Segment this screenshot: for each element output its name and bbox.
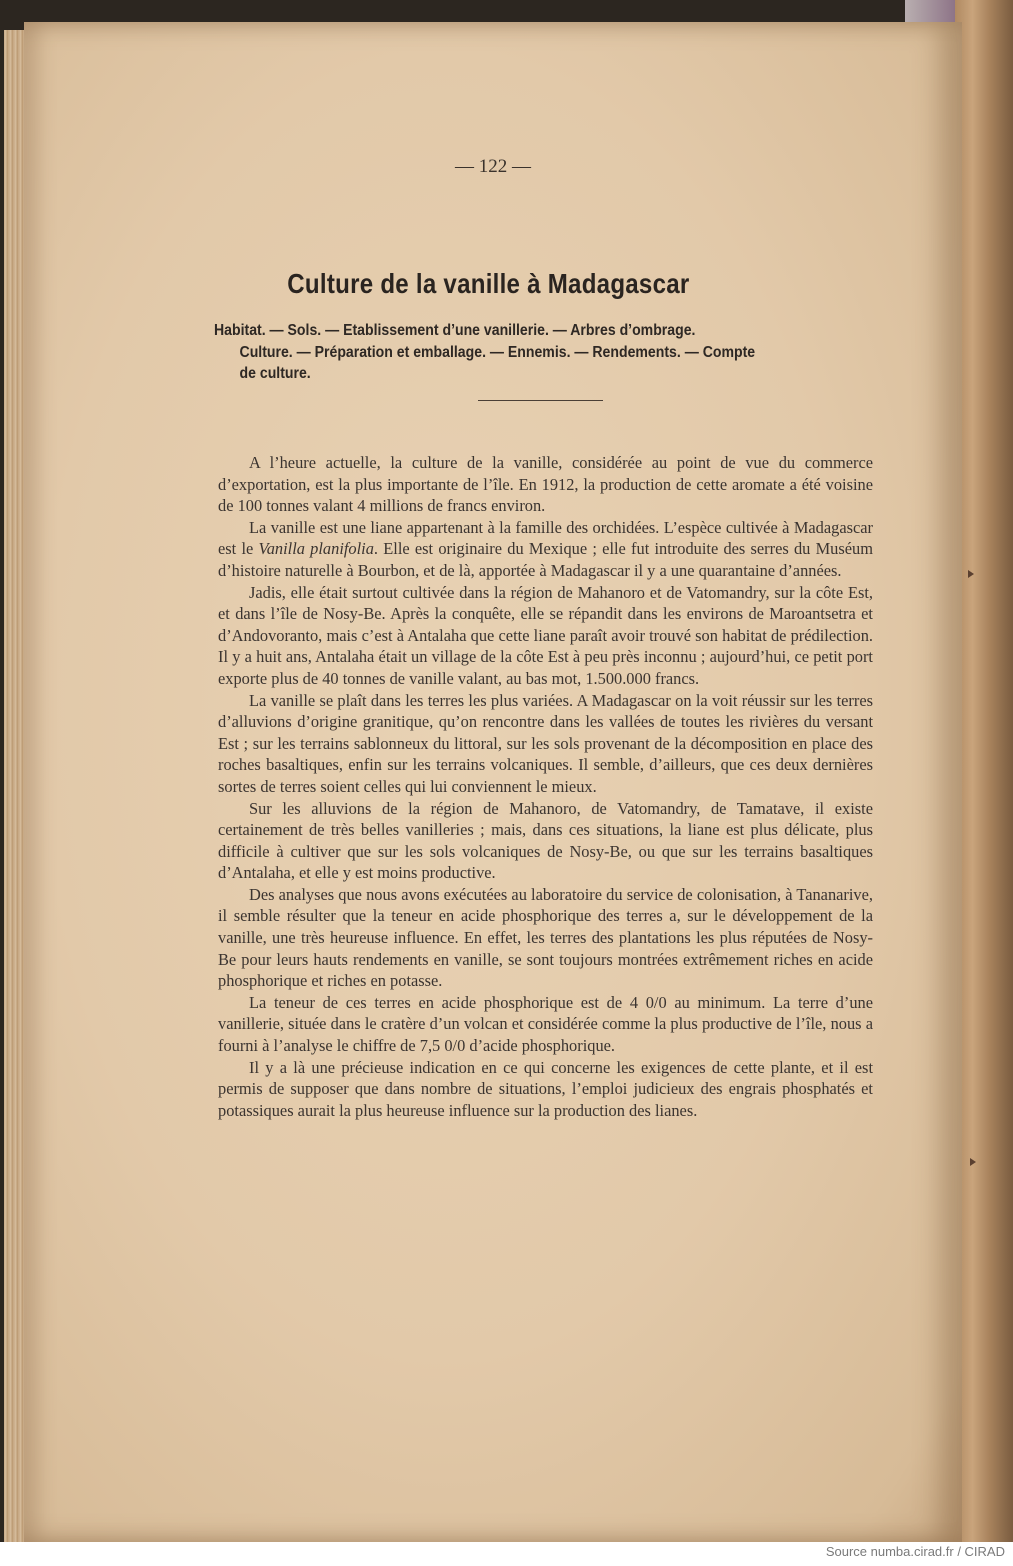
paragraph: A l’heure actuelle, la culture de la vanille, considérée au point de vue du commerce d’exportation, est la plus importante de l’île. En 1912, la production de cette aromate a été voisine de 100 tonnes valant 4 millions de francs environ. — [218, 453, 873, 516]
species-name: Vanilla planifolia — [258, 539, 374, 559]
paragraph: Jadis, elle était surtout cultivée dans la région de Mahanoro et de Vatomandry, sur la côte Est, et dans l’île de Nosy-Be. Après la conquête, elle se répandit dans les environs de Maroantsetra et d’Andovoranto, mais c’est à Antalaha que cette liane paraît avoir trouvé son habitat de prédilection. Il y a huit ans, Antalaha était un village de la côte Est à peu près inconnu ; aujourd’hui, ce petit port exporte plus de 40 tonnes de vanille valant, au bas mot, 1.500.000 francs. — [218, 582, 873, 688]
book-left-edge — [4, 30, 26, 1542]
book-right-edge — [955, 0, 1013, 1542]
article-summary — [214, 320, 865, 385]
article-body — [218, 452, 873, 1121]
paragraph — [218, 517, 873, 582]
paragraph: Des analyses que nous avons exécutées au laboratoire du service de colonisation, à Tananarive, il semble résulter que la teneur en acide phosphorique des terres a, sur le développement de la vanille, une très heureuse influence. En effet, les terres des plantations les plus réputées de Nosy-Be pour leurs hauts rendements en vanille, se sont toujours montrées extrêmement riches en acide phosphorique et riches en potasse. — [218, 884, 873, 991]
page-edge-tick — [968, 570, 974, 578]
paragraph: Il y a là une précieuse indication en ce qui concerne les exigences de cette plante, et il est permis de supposer que dans nombre de situations, l’emploi judicieux des engrais phosphatés et potassiques aurait la plus heureuse influence sur la production des lianes. — [218, 1057, 873, 1120]
summary-line: de culture. — [239, 365, 311, 382]
paragraph: La vanille se plaît dans les terres les plus variées. A Madagascar on la voit réussir sur les terres d’alluvions d’origine granitique, qu’on rencontre dans les vallées de toutes les rivières du versant Est ; sur les terrains sablonneux du littoral, sur les sols provenant de la décomposition en place des roches basaltiques, enfin sur les terrains volcaniques. Il semble, d’ailleurs, que ces deux dernières sortes de terres soient celles qui lui conviennent le mieux. — [218, 690, 873, 796]
paragraph-text: La vanille est une liane appartenant à la famille des orchidées. L’espèce cultivée à Madagascar est le — [218, 517, 873, 559]
paragraph-text: . Elle est originaire du Mexique ; elle fut introduite des serres du Muséum d’histoire naturelle à Bourbon, et de là, apportée à Madagascar il y a une quarantaine d’années. — [218, 539, 873, 580]
page-number: — 122 — — [455, 156, 531, 177]
separator-rule — [478, 400, 603, 401]
summary-line: Habitat. — Sols. — Etablissement d’une vanillerie. — Arbres d’ombrage. — [214, 322, 696, 339]
paragraph: La teneur de ces terres en acide phosphorique est de 4 0/0 au minimum. La terre d’une vanillerie, située dans le cratère d’un volcan et considérée comme la plus productive de l’île, nous a fourni à l’analyse le chiffre de 7,5 0/0 d’acide phosphorique. — [218, 992, 873, 1056]
page-edge-tick — [970, 1158, 976, 1166]
paragraph: Sur les alluvions de la région de Mahanoro, de Vatomandry, de Tamatave, il existe certainement de très belles vanilleries ; mais, dans ces situations, la liane est plus délicate, plus difficile à cultiver que sur les sols volcaniques de Nosy-Be, ou que sur les terrains basaltiques d’Antalaha, et elle y est moins productive. — [218, 798, 873, 883]
source-credit: Source numba.cirad.fr / CIRAD — [825, 1544, 1005, 1559]
article-title: Culture de la vanille à Madagascar — [287, 268, 690, 299]
book-page — [24, 22, 962, 1542]
summary-line: Culture. — Préparation et emballage. — Ennemis. — Rendements. — Compte — [239, 343, 756, 361]
